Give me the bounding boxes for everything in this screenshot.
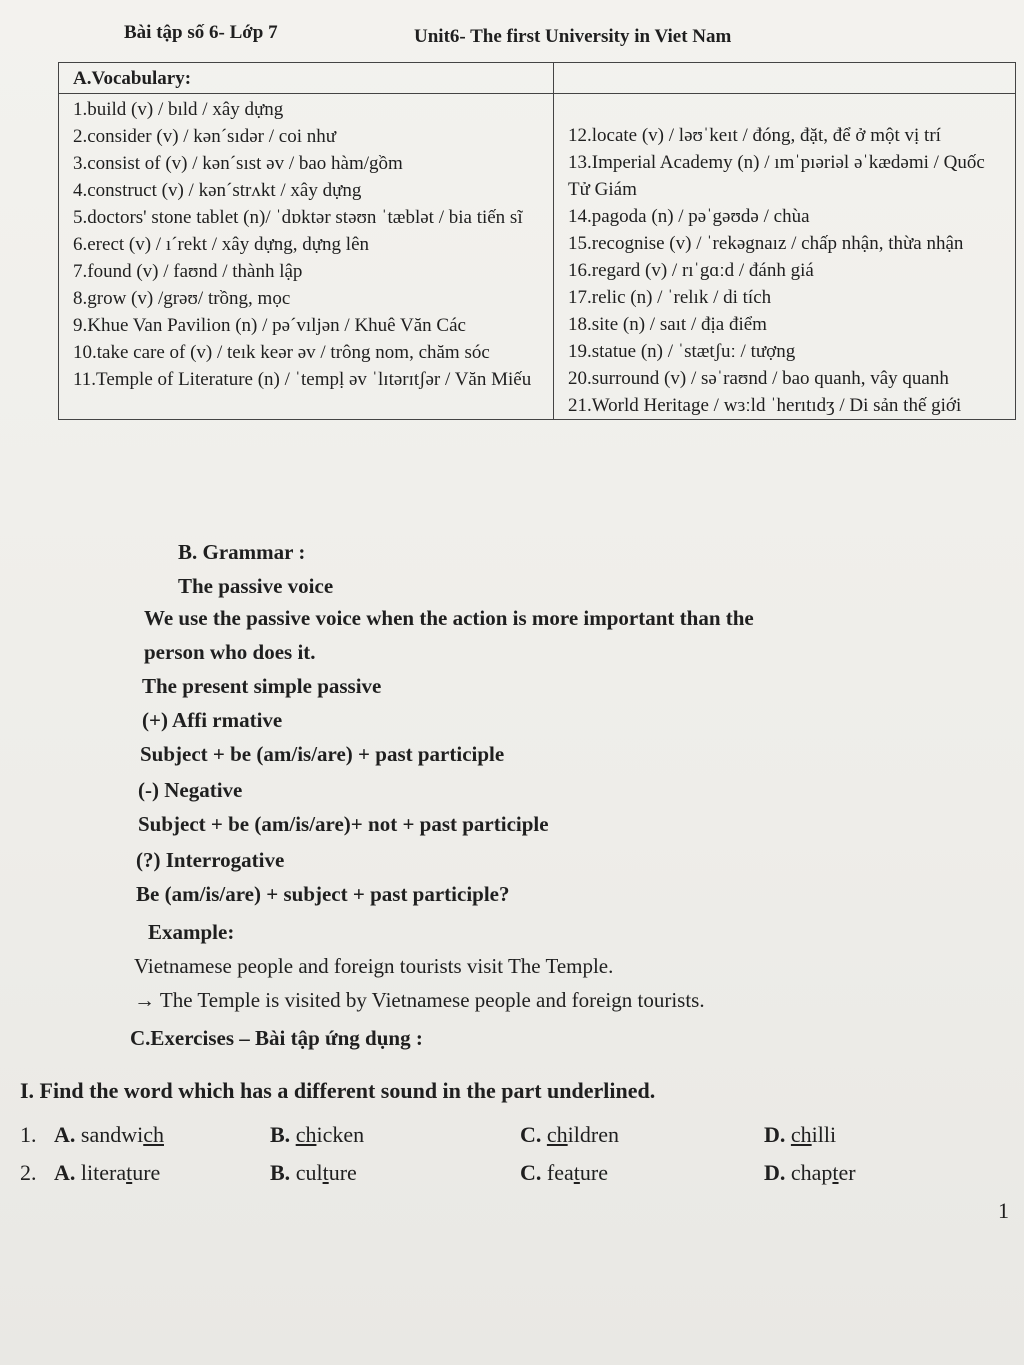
affirmative-label: (+) Affi rmative	[142, 708, 283, 732]
option-a	[54, 1160, 160, 1186]
underlined-part: t	[126, 1160, 133, 1185]
vocabulary-table	[58, 62, 1016, 420]
option-text-pre: sandwi	[80, 1122, 144, 1147]
option-letter: D.	[764, 1160, 786, 1185]
option-d	[764, 1122, 836, 1148]
vocab-entry: 4.construct (v) / kən´strʌkt / xây dựng	[73, 180, 362, 201]
vocab-entry: 6.erect (v) / ı´rekt / xây dựng, dựng lên	[73, 234, 370, 255]
option-text-post: ure	[132, 1160, 161, 1185]
underlined-part: ch	[143, 1122, 164, 1147]
option-letter: D.	[764, 1122, 786, 1147]
vocab-entry: 16.regard (v) / rıˈgɑːd / đánh giá	[568, 260, 814, 281]
grammar-intro-line-1: We use the passive voice when the action is more important than the	[144, 606, 754, 630]
vocab-entry: 1.build (v) / bıld / xây dựng	[73, 99, 284, 120]
option-b	[270, 1160, 357, 1186]
option-letter: A.	[54, 1122, 76, 1147]
vocab-entry: 20.surround (v) / səˈraʊnd / bao quanh, vây quanh	[568, 368, 949, 389]
question-number: 1.	[20, 1122, 37, 1147]
option-text-pre: litera	[80, 1160, 127, 1185]
vocabulary-heading: A.Vocabulary:	[59, 63, 554, 94]
question-number: 2.	[20, 1160, 37, 1185]
option-a	[54, 1122, 164, 1148]
option-letter: B.	[270, 1122, 291, 1147]
vocab-entry: 7.found (v) / faʊnd / thành lập	[73, 261, 303, 282]
option-letter: B.	[270, 1160, 291, 1185]
affirmative-formula: Subject + be (am/is/are) + past participle	[140, 742, 505, 766]
vocab-entry: 19.statue (n) / ˈstætʃuː / tượng	[568, 341, 796, 362]
interrogative-formula: Be (am/is/are) + subject + past participle?	[136, 882, 510, 906]
option-letter: A.	[54, 1160, 76, 1185]
option-text-pre: cul	[295, 1160, 323, 1185]
option-text-post: er	[838, 1160, 856, 1185]
underlined-part: t	[573, 1160, 580, 1185]
vocab-entry: 9.Khue Van Pavilion (n) / pə´vıljən / Khuê Văn Các	[73, 315, 466, 336]
option-text-pre: chap	[790, 1160, 833, 1185]
option-text-post: ure	[328, 1160, 357, 1185]
vocab-entry: 8.grow (v) /grəʊ/ trồng, mọc	[73, 288, 291, 309]
option-text-post: ure	[579, 1160, 608, 1185]
vocabulary-heading-empty	[554, 63, 1016, 94]
example-active-sentence: Vietnamese people and foreign tourists visit The Temple.	[134, 954, 614, 978]
page-number: 1	[998, 1198, 1009, 1223]
example-label: Example:	[148, 920, 235, 944]
vocab-entry: 14.pagoda (n) / pəˈgəʊdə / chùa	[568, 206, 810, 227]
negative-label: (-) Negative	[138, 778, 243, 802]
option-letter: C.	[520, 1122, 542, 1147]
exercises-heading: C.Exercises – Bài tập ứng dụng :	[130, 1026, 423, 1050]
vocab-entry: 18.site (n) / saıt / địa điểm	[568, 314, 767, 335]
vocab-entry: 15.recognise (v) / ˈrekəgnaız / chấp nhận, thừa nhận	[568, 233, 964, 254]
underlined-part: ch	[790, 1122, 812, 1147]
vocab-entry: 13.Imperial Academy (n) / ımˈpıəriəl əˈkædəmi / Quốc Tử Giám	[568, 152, 985, 200]
grammar-tense: The present simple passive	[142, 674, 382, 698]
vocab-entry: 5.doctors' stone tablet (n)/ ˈdɒktər stəʊn ˈtæblət / bia tiến sĩ	[73, 207, 523, 228]
question-row	[20, 1122, 1000, 1154]
vocab-entry: 11.Temple of Literature (n) / ˈtempḷ əv ˈlɪtərɪtʃər / Văn Miếu	[73, 369, 532, 390]
underlined-part: t	[832, 1160, 839, 1185]
option-text-pre: fea	[546, 1160, 574, 1185]
vocab-entry: 2.consider (v) / kən´sıdər / coi như	[73, 126, 337, 147]
underlined-part: ch	[295, 1122, 317, 1147]
example-passive-sentence: → The Temple is visited by Vietnamese people and foreign tourists.	[134, 988, 705, 1012]
option-c	[520, 1160, 608, 1186]
vocab-entry: 12.locate (v) / ləʊˈkeıt / đóng, đặt, để ở một vị trí	[568, 125, 941, 146]
underlined-part: ch	[546, 1122, 568, 1147]
option-c	[520, 1122, 619, 1148]
vocab-entry: 10.take care of (v) / teık keər əv / trông nom, chăm sóc	[73, 342, 490, 363]
vocabulary-column-1	[59, 94, 554, 420]
header-unit-title: Unit6- The first University in Viet Nam	[414, 26, 732, 47]
grammar-topic: The passive voice	[178, 574, 334, 598]
header-lesson: Bài tập số 6- Lớp 7	[124, 22, 278, 43]
option-b	[270, 1122, 364, 1148]
underlined-part: t	[322, 1160, 329, 1185]
question-row	[20, 1160, 1000, 1192]
negative-formula: Subject + be (am/is/are)+ not + past participle	[138, 812, 549, 836]
grammar-heading: B. Grammar :	[178, 540, 306, 564]
option-d	[764, 1160, 856, 1186]
vocab-entry: 3.consist of (v) / kən´sıst əv / bao hàm/gồm	[73, 153, 403, 174]
vocab-entry: 21.World Heritage / wɜːld ˈherıtıdʒ / Di sản thế giới	[568, 395, 962, 416]
option-text-post: icken	[316, 1122, 365, 1147]
vocab-entry: 17.relic (n) / ˈrelık / di tích	[568, 287, 772, 308]
vocabulary-column-2	[554, 94, 1016, 420]
exercise-1-title: I. Find the word which has a different sound in the part underlined.	[20, 1078, 656, 1103]
option-letter: C.	[520, 1160, 542, 1185]
option-text-post: illi	[811, 1122, 837, 1147]
option-text-post: ildren	[567, 1122, 619, 1147]
interrogative-label: (?) Interrogative	[136, 848, 285, 872]
grammar-intro-line-2: person who does it.	[144, 640, 316, 664]
